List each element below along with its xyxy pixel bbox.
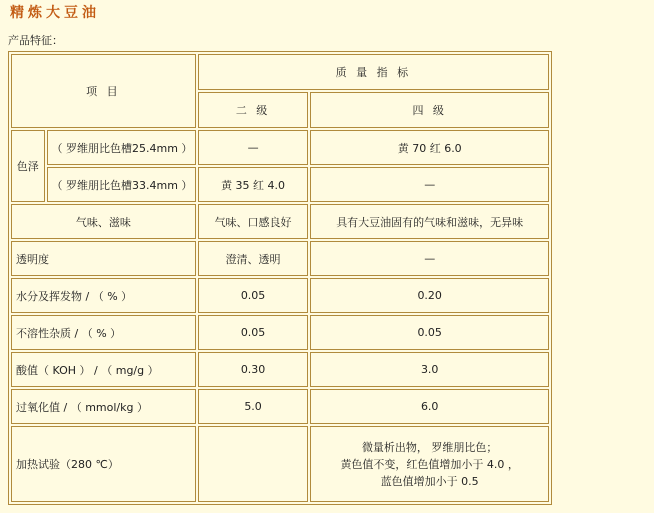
row-grade4: — bbox=[310, 167, 549, 202]
row-grade2: 气味、口感良好 bbox=[198, 204, 309, 239]
color-label: 色泽 bbox=[11, 130, 45, 202]
table-row bbox=[11, 278, 549, 313]
row-grade4: 0.20 bbox=[310, 278, 549, 313]
table-row bbox=[11, 241, 549, 276]
table-row bbox=[11, 315, 549, 350]
row-grade4: — bbox=[310, 241, 549, 276]
row-name: 加热试验（280 ℃） bbox=[11, 426, 196, 502]
table-row bbox=[11, 426, 549, 502]
row-grade2: 5.0 bbox=[198, 389, 309, 424]
row-name: 酸值（ KOH ） / （ mg/g ） bbox=[11, 352, 196, 387]
row-grade4: 黄 70 红 6.0 bbox=[310, 130, 549, 165]
row-grade2: 0.05 bbox=[198, 278, 309, 313]
table-row bbox=[11, 389, 549, 424]
row-grade4: 3.0 bbox=[310, 352, 549, 387]
table-row bbox=[11, 204, 549, 239]
row-grade2: 澄清、透明 bbox=[198, 241, 309, 276]
row-grade4 bbox=[310, 426, 549, 502]
header-grade4: 四 级 bbox=[310, 92, 549, 128]
page-title: 精炼大豆油 bbox=[10, 5, 100, 21]
heating-note-line: 黄色值不变，红色值增加小于 4.0 ， bbox=[340, 457, 519, 471]
section-label: 产品特征： bbox=[8, 34, 63, 47]
row-name: 透明度 bbox=[11, 241, 196, 276]
table-row bbox=[11, 167, 549, 202]
header-quality: 质 量 指 标 bbox=[198, 54, 549, 90]
table-row bbox=[11, 130, 549, 165]
table-row bbox=[11, 352, 549, 387]
heating-note-line: 微量析出物， 罗维朋比色； bbox=[361, 440, 498, 454]
table-header-row bbox=[11, 54, 549, 90]
row-grade2 bbox=[198, 426, 309, 502]
row-grade4: 0.05 bbox=[310, 315, 549, 350]
heating-note-line: 蓝色值增加小于 0.5 bbox=[380, 474, 479, 488]
row-name: 不溶性杂质 / （ % ） bbox=[11, 315, 196, 350]
header-item: 项 目 bbox=[11, 54, 196, 128]
row-name: （ 罗维朋比色槽25.4mm ） bbox=[47, 130, 196, 165]
row-name: 水分及挥发物 / （ % ） bbox=[11, 278, 196, 313]
spec-table bbox=[8, 51, 552, 505]
row-grade2: 0.30 bbox=[198, 352, 309, 387]
row-grade4: 具有大豆油固有的气味和滋味，无异味 bbox=[310, 204, 549, 239]
row-name: 过氧化值 / （ mmol/kg ） bbox=[11, 389, 196, 424]
row-name: （ 罗维朋比色槽33.4mm ） bbox=[47, 167, 196, 202]
header-grade2: 二 级 bbox=[198, 92, 309, 128]
row-name: 气味、滋味 bbox=[11, 204, 196, 239]
row-grade2: 0.05 bbox=[198, 315, 309, 350]
row-grade2: 黄 35 红 4.0 bbox=[198, 167, 309, 202]
row-grade2: — bbox=[198, 130, 309, 165]
row-grade4: 6.0 bbox=[310, 389, 549, 424]
